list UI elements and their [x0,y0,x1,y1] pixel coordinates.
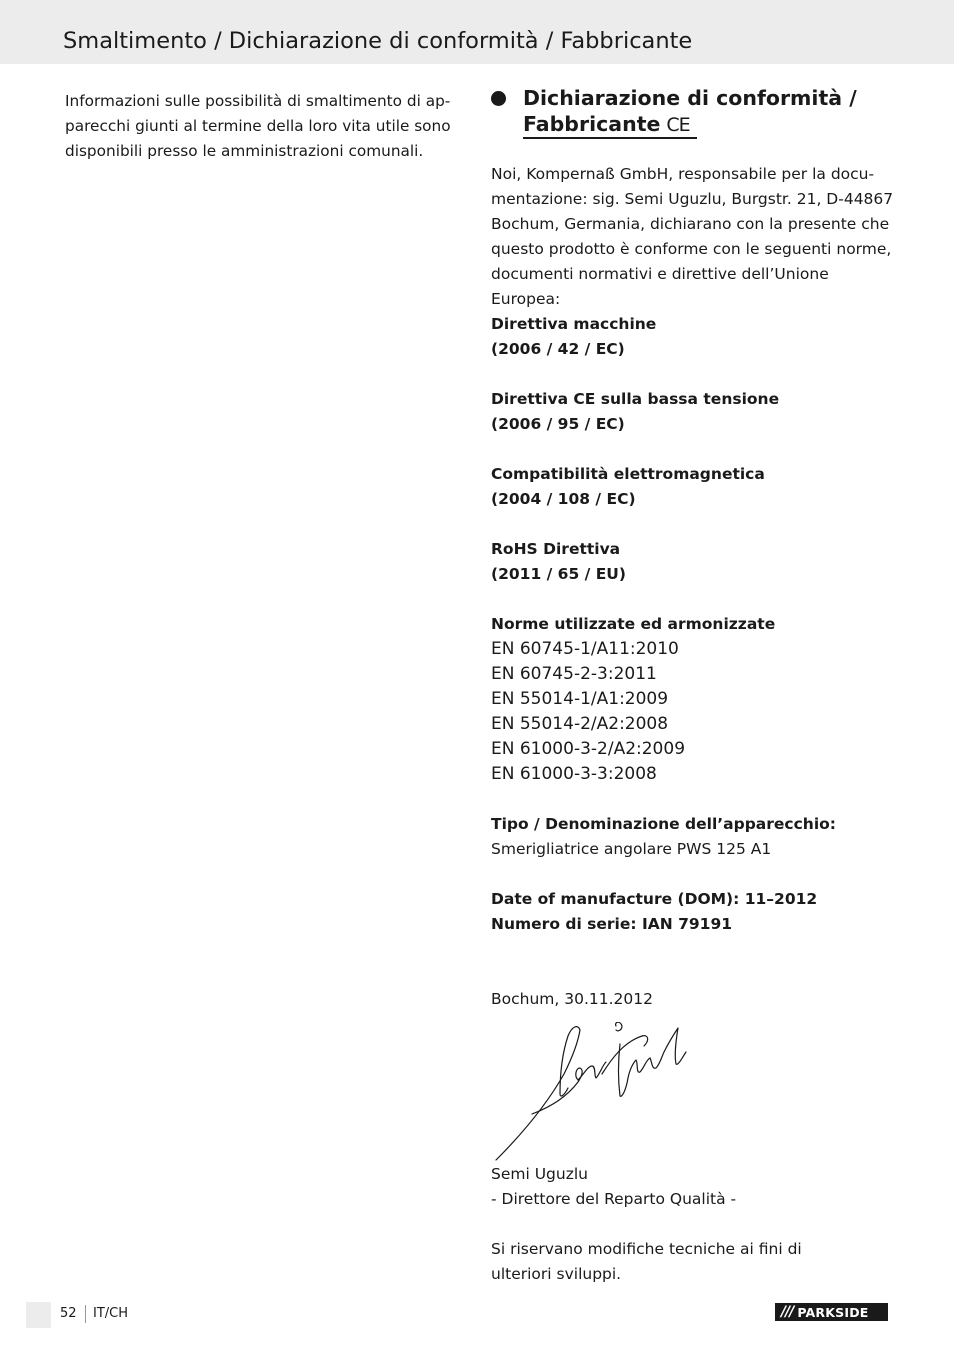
declaration-heading [523,85,903,138]
parkside-logo [775,1303,888,1321]
signature-image [492,1022,692,1164]
directive-emc [491,462,901,512]
place-date [491,987,901,1012]
page-title: Smaltimento / Dichiarazione di conformità / Fabbricante [63,28,693,54]
serial-number: Numero di serie: IAN 79191 [491,915,733,933]
footer-divider [85,1305,86,1323]
directive-code: (2006 / 95 / EC) [491,415,625,433]
signer-name: Semi Uguzlu [491,1165,588,1183]
section-bullet-icon [491,91,506,106]
directive-name: Direttiva macchine [491,315,657,333]
disposal-line: disponibili presso le amministrazioni comunali. [65,142,424,160]
page-header [0,0,954,64]
directive-code: (2004 / 108 / EC) [491,490,636,508]
directive-code: (2006 / 42 / EC) [491,340,625,358]
intro-line: questo prodotto è conforme con le seguenti norme, [491,240,892,258]
signer-role: - Direttore del Reparto Qualità - [491,1190,737,1208]
page-number: 52 [60,1306,77,1321]
directive-name: RoHS Direttiva [491,540,621,558]
directive-rohs [491,537,901,587]
language-code: IT/CH [93,1306,129,1321]
date-of-manufacture: Date of manufacture (DOM): 11–2012 [491,890,818,908]
manufacture-block [491,887,901,937]
ce-mark-icon: CE [666,114,690,136]
intro-line: mentazione: sig. Semi Uguzlu, Burgstr. 21, D-44867 [491,190,894,208]
declaration-heading-line1: Dichiarazione di conformità / [523,86,857,110]
signer-block [491,1162,901,1212]
standard-item: EN 61000-3-2/A2:2009 [491,739,686,759]
directive-low-voltage [491,387,901,437]
place-date-text: Bochum, 30.11.2012 [491,990,653,1008]
declaration-heading-line2: Fabbricante [523,112,661,136]
intro-line: Bochum, Germania, dichiarano con la presente che [491,215,890,233]
disposal-line: parecchi giunti al termine della loro vita utile sono [65,117,451,135]
standard-item: EN 61000-3-3:2008 [491,764,657,784]
declaration-intro [491,162,901,312]
device-type-value: Smerigliatrice angolare PWS 125 A1 [491,840,772,858]
notice-line: Si riservano modifiche tecniche ai fini di [491,1240,802,1258]
directive-name: Compatibilità elettromagnetica [491,465,765,483]
intro-line: Noi, Kompernaß GmbH, responsabile per la docu- [491,165,875,183]
disposal-paragraph [65,89,457,164]
heading-underline [523,137,697,139]
disposal-line: Informazioni sulle possibilità di smaltimento di ap- [65,92,451,110]
standard-item: EN 55014-1/A1:2009 [491,689,669,709]
notice-line: ulteriori sviluppi. [491,1265,622,1283]
directive-name: Direttiva CE sulla bassa tensione [491,390,780,408]
standards-block [491,612,901,787]
footer-page-box [26,1302,51,1328]
intro-line: documenti normativi e direttive dell’Unione Europea: [491,265,829,308]
logo-text: PARKSIDE [797,1304,869,1320]
logo-slashes: /// [781,1304,794,1320]
technical-notice [491,1237,901,1287]
device-type-heading: Tipo / Denominazione dell’apparecchio: [491,815,836,833]
directive-machines [491,312,901,362]
directive-code: (2011 / 65 / EU) [491,565,626,583]
standards-heading: Norme utilizzate ed armonizzate [491,615,776,633]
standard-item: EN 60745-2-3:2011 [491,664,657,684]
device-type-block [491,812,901,862]
standard-item: EN 60745-1/A11:2010 [491,639,679,659]
standard-item: EN 55014-2/A2:2008 [491,714,669,734]
